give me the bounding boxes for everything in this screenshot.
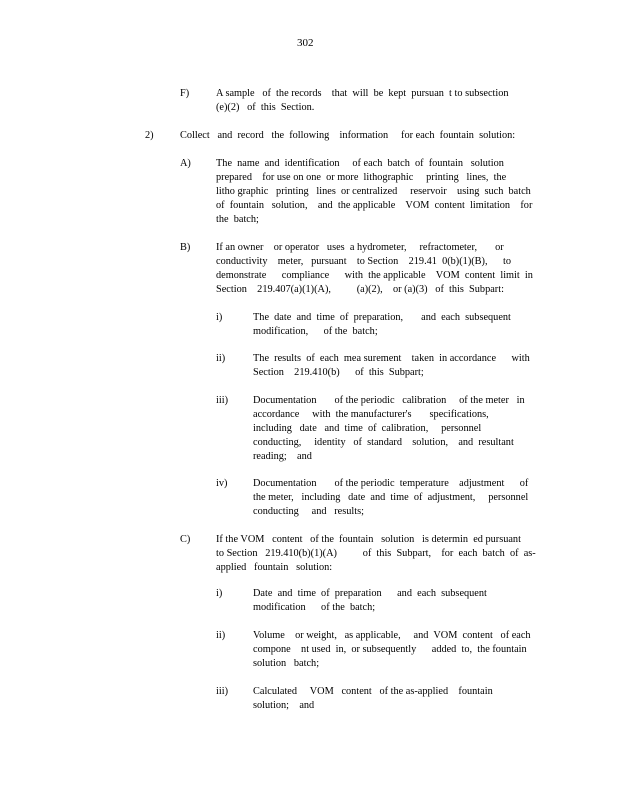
item-b-label: B)	[180, 242, 191, 253]
item-c-iii-text: Calculated VOM content of the as-applied fountain solution; and	[253, 686, 493, 711]
item-2-label: 2)	[145, 130, 154, 141]
item-b-iii-label: iii)	[216, 395, 229, 406]
item-c-label: C)	[180, 534, 191, 545]
item-b-ii-label: ii)	[216, 353, 226, 364]
item-b-iii-text: Documentation of the periodic calibration of the meter in accordance with the manufacturer's specifications, including date and time of calibration, personnel conducting, identity of standard solution, and resultant reading; and	[253, 395, 525, 462]
item-a-text: The name and identification of each batch of fountain solution prepared for use on one or more lithographic printing lines, the litho graphic printing lines or centralized reservoir using such batch of fountain solution, and the applicable VOM content limitation for the batch;	[216, 158, 533, 225]
item-b-ii-text: The results of each mea surement taken in accordance with Section 219.410(b) of this Subpart;	[253, 353, 530, 378]
item-c-i-label: i)	[216, 588, 223, 599]
item-c-ii-text: Volume or weight, as applicable, and VOM content of each compone nt used in, or subsequently added to, the fountain solution batch;	[253, 630, 531, 669]
item-c-text: If the VOM content of the fountain solution is determin ed pursuant to Section 219.410(b)(1)(A) of this Subpart, for each batch of as- applied fountain solution:	[216, 534, 536, 573]
item-b-i-text: The date and time of preparation, and each subsequent modification, of the batch;	[253, 312, 511, 337]
item-c-i-text: Date and time of preparation and each subsequent modification of the batch;	[253, 588, 487, 613]
item-b-text: If an owner or operator uses a hydrometer, refractometer, or conductivity meter, pursuant to Section 219.41 0(b)(1)(B), to demonstrate compliance with the applicable VOM content limit in Section 219.407(a)(1)(A), (a)(2), or (a)(3) of this Subpart:	[216, 242, 533, 295]
item-b-i-label: i)	[216, 312, 223, 323]
item-2-text: Collect and record the following information for each fountain solution:	[180, 130, 516, 141]
item-f-text: A sample of the records that will be kept pursuan t to subsection (e)(2) of this Section.	[216, 88, 509, 113]
item-b-iv-label: iv)	[216, 478, 228, 489]
item-c-iii-label: iii)	[216, 686, 229, 697]
item-c-ii-label: ii)	[216, 630, 226, 641]
item-b-iv-text: Documentation of the periodic temperature adjustment of the meter, including date and time of adjustment, personnel conducting and results;	[253, 478, 529, 517]
page-number: 302	[297, 37, 314, 49]
item-f-label: F)	[180, 88, 190, 99]
item-a-label: A)	[180, 158, 191, 169]
